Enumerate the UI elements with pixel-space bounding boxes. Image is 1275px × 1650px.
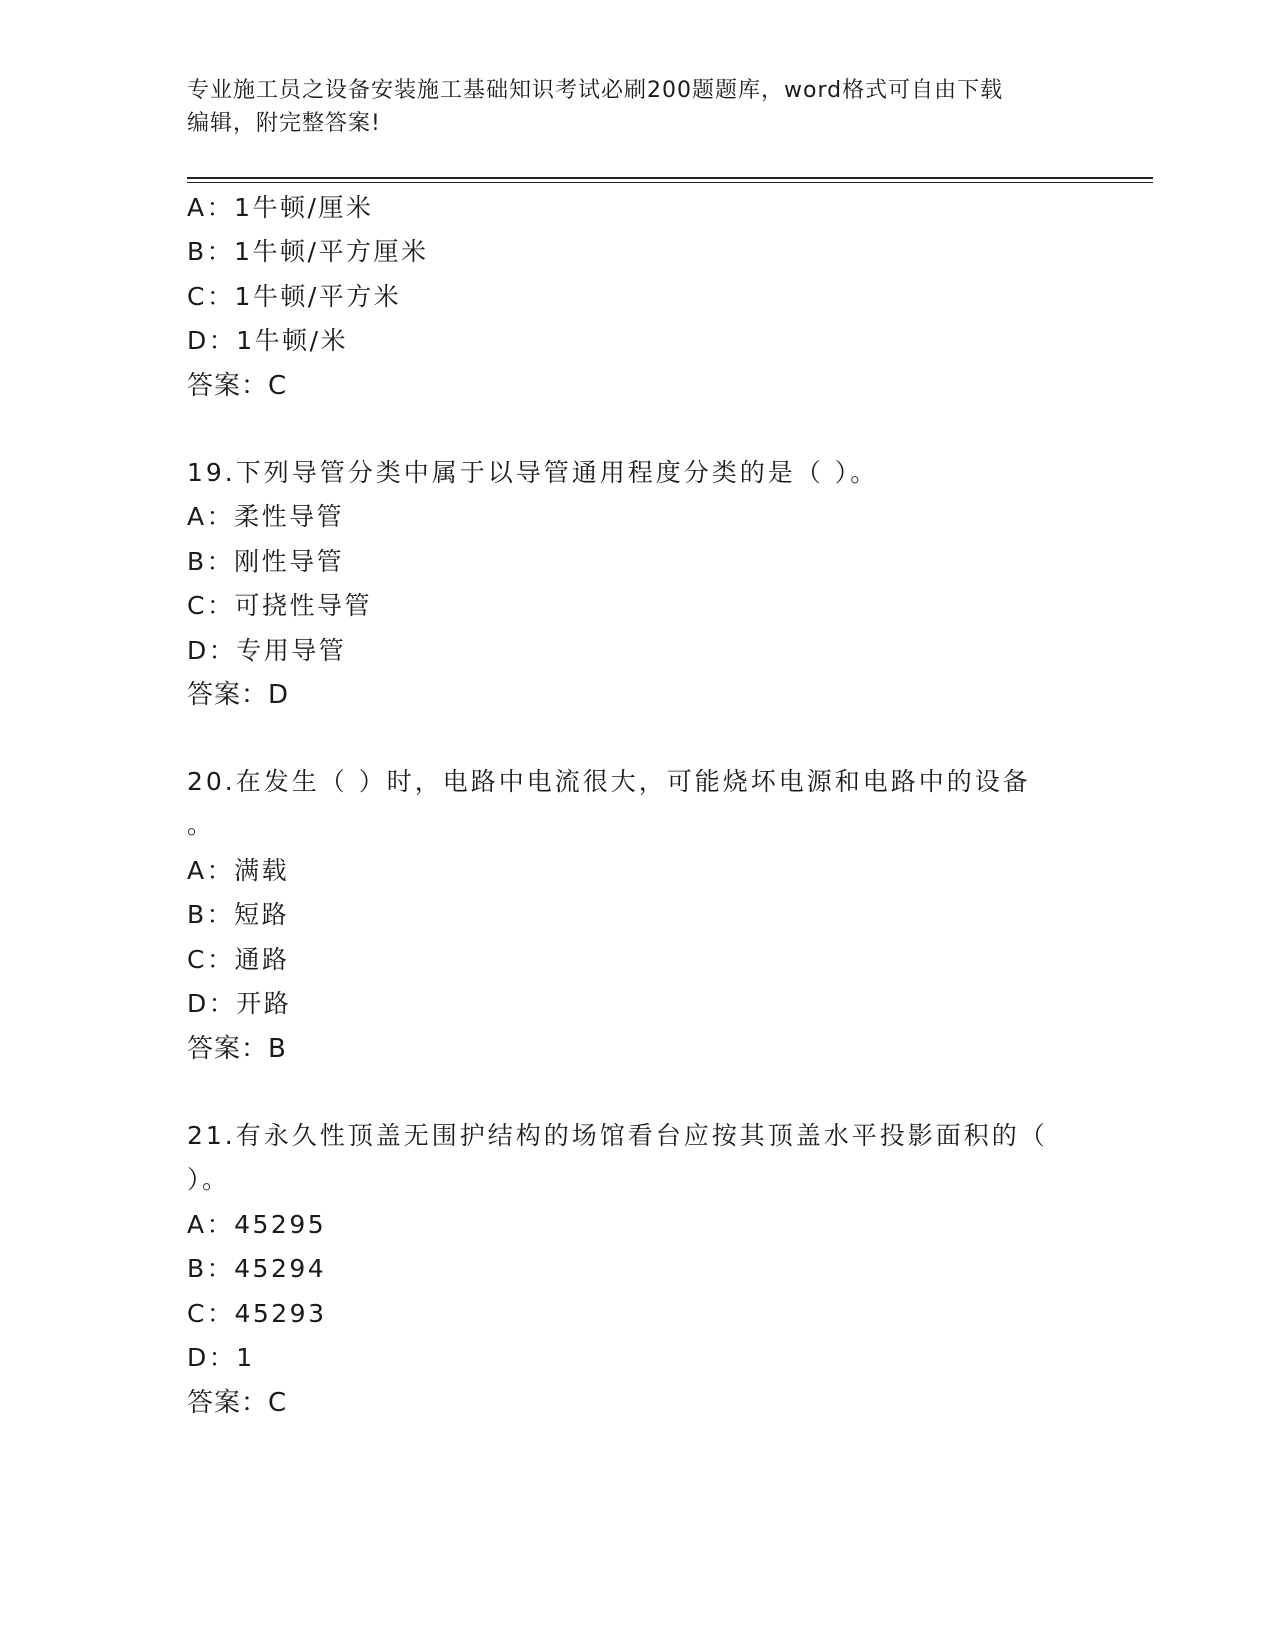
q21-title-line-2: ）。	[187, 1165, 230, 1194]
q19-title: 19.下列导管分类中属于以导管通用程度分类的是（ ）。	[187, 458, 879, 487]
q20-title-line-2: 。	[187, 810, 215, 839]
document-header	[187, 74, 1067, 140]
header-line-1: 专业施工员之设备安装施工基础知识考试必刷200题题库，word格式可自由下载	[187, 78, 1004, 103]
q21-option-a: A：45295	[187, 1210, 327, 1239]
q21-option-c: C：45293	[187, 1299, 327, 1328]
q18-option-c: C：1牛顿/平方米	[187, 282, 402, 311]
q18-option-d: D：1牛顿/米	[187, 326, 349, 355]
q21-answer: 答案：C	[187, 1388, 288, 1418]
q20-option-c: C：通路	[187, 945, 290, 974]
q21-option-b: B：45294	[187, 1254, 327, 1283]
header-line-2: 编辑，附完整答案!	[187, 111, 381, 136]
q21-title-line-1: 21.有永久性顶盖无围护结构的场馆看台应按其顶盖水平投影面积的（	[187, 1121, 1048, 1150]
q19-option-d: D：专用导管	[187, 636, 347, 665]
q20-answer: 答案：B	[187, 1034, 287, 1064]
header-divider-thick	[187, 177, 1153, 179]
q18-option-a: A：1牛顿/厘米	[187, 193, 374, 222]
q19-option-c: C：可挠性导管	[187, 591, 372, 620]
q18-answer: 答案：C	[187, 371, 288, 401]
header-divider-thin	[187, 182, 1153, 183]
q20-option-a: A：满载	[187, 856, 290, 885]
q19-option-b: B：刚性导管	[187, 547, 345, 576]
q20-option-d: D：开路	[187, 989, 292, 1018]
q20-title-line-1: 20.在发生（ ）时，电路中电流很大，可能烧坏电源和电路中的设备	[187, 767, 1031, 796]
q18-option-b: B：1牛顿/平方厘米	[187, 237, 429, 266]
q19-option-a: A：柔性导管	[187, 502, 345, 531]
q20-option-b: B：短路	[187, 900, 290, 929]
q19-answer: 答案：D	[187, 680, 290, 710]
q21-option-d: D：1	[187, 1343, 255, 1372]
